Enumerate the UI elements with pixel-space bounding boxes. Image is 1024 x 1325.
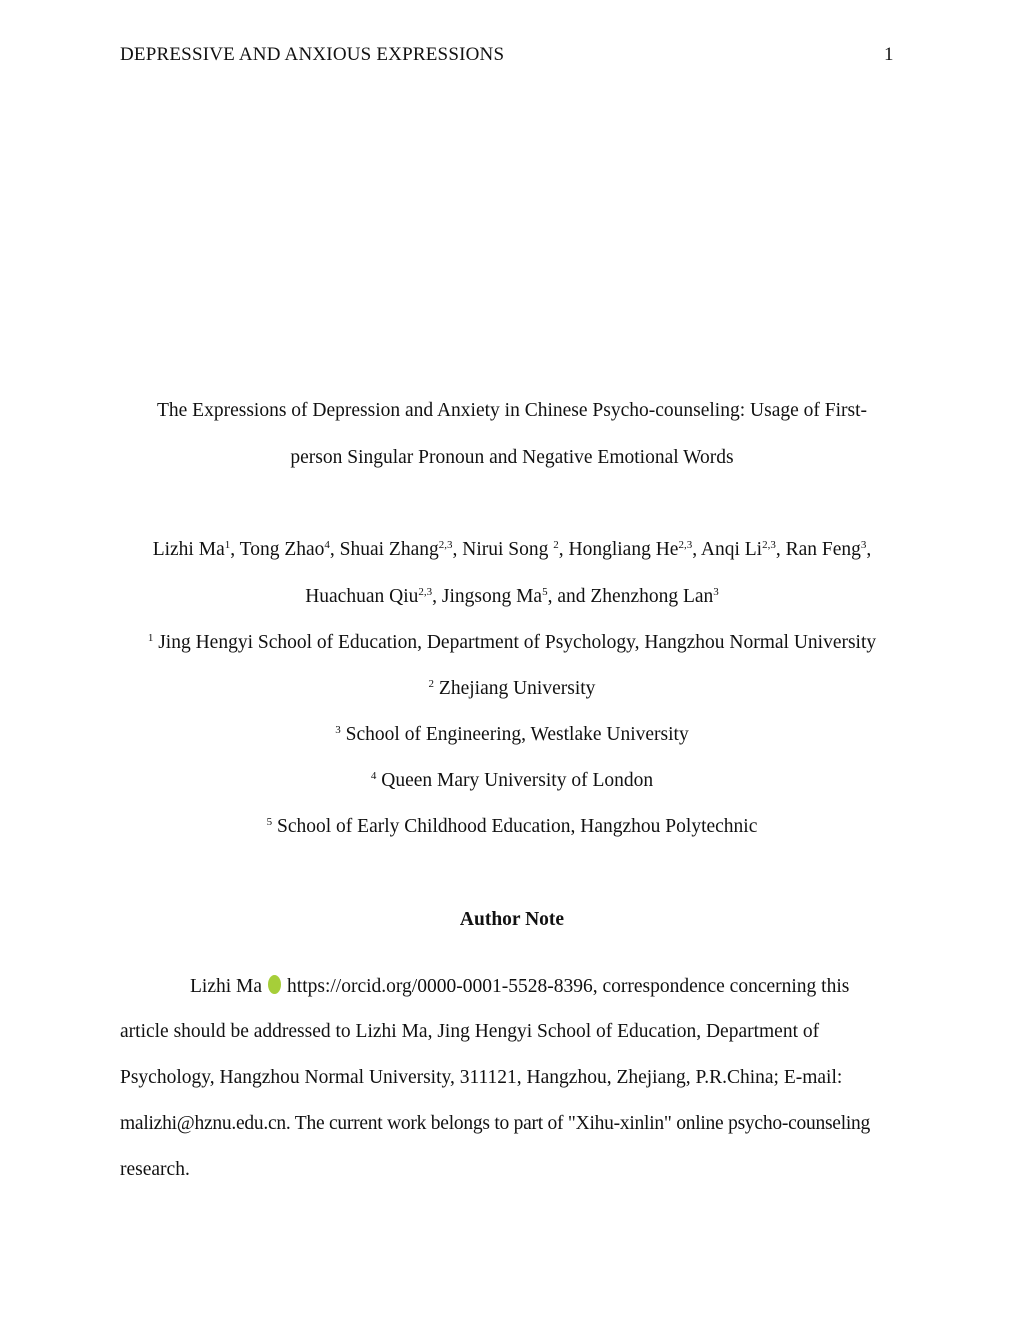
author-affiliation-marker: 4 [324,539,330,551]
author-note-name: Lizhi Ma [190,976,263,997]
paper-title-line-2: person Singular Pronoun and Negative Emotional Words [290,447,734,468]
author-affiliation-marker: 2,3 [418,586,433,598]
author-name: Anqi Li [700,539,763,560]
affiliation-4 [0,770,1024,792]
author-name: Shuai Zhang [339,539,439,560]
running-head: DEPRESSIVE AND ANXIOUS EXPRESSIONS [120,44,505,65]
author-affiliation-marker: 5 [542,586,548,598]
affiliation-number: 3 [335,724,341,736]
author-note-line-3: Psychology, Hangzhou Normal University, 311121, Hangzhou, Zhejiang, P.R.China; E-mail: [120,1067,843,1088]
affiliation-5 [0,816,1024,838]
author-name: and Zhenzhong Lan [557,586,714,607]
affiliation-number: 1 [147,632,154,644]
orcid-icon[interactable] [268,975,281,994]
author-affiliation-marker: 2,3 [678,539,693,551]
author-note-line-4: malizhi@hznu.edu.cn. The current work belongs to part of "Xihu-xinlin" online psycho-counseling [120,1113,871,1134]
author-affiliation-marker: 3 [860,539,867,551]
affiliation-text: Jing Hengyi School of Education, Department of Psychology, Hangzhou Normal University [158,632,877,653]
author-note-line-2: article should be addressed to Lizhi Ma, Jing Hengyi School of Education, Department of [120,1021,820,1042]
orcid-link[interactable]: https://orcid.org/0000-0001-5528-8396, correspondence concerning this [287,976,850,997]
affiliation-text: Queen Mary University of London [381,770,654,791]
affiliation-text: School of Early Childhood Education, Hangzhou Polytechnic [277,816,758,837]
author-affiliation-marker: 1 [224,539,231,551]
author-name: Tong Zhao [239,539,325,560]
affiliation-number: 5 [266,816,273,828]
author-affiliation-marker: 2,3 [762,539,776,551]
page-number: 1 [884,44,894,65]
affiliation-number: 2 [428,678,435,690]
affiliation-text: Zhejiang University [438,678,596,699]
author-affiliation-marker: 3 [713,586,719,598]
author-name: Huachuan Qiu [305,586,419,607]
author-affiliation-marker: 2,3 [438,539,453,551]
author-name: Nirui Song [462,539,554,560]
author-affiliation-marker: 2 [553,539,559,551]
affiliation-1 [0,632,1024,654]
affiliation-3 [0,724,1024,746]
affiliation-2 [0,678,1024,700]
author-name: Ran Feng [785,539,861,560]
author-list-line-1: Lizhi Ma$^1$, Tong Zhao$^4$, Shuai Zhang$^{2,3}$, Nirui Song $^2$, Hongliang He$^{2,3}$, Anqi Li$^{2,3}$, Ran Feng$^3$, [152,539,872,560]
author-name: Jingsong Ma [441,586,543,607]
author-name: Lizhi Ma [152,539,225,560]
author-list-line-2: Huachuan Qiu$^{2,3}$, Jingsong Ma$^5$, and Zhenzhong Lan$^3$ [305,586,719,607]
author-note-heading: Author Note [459,909,565,930]
affiliation-number: 4 [370,770,377,782]
paper-title-line-1: The Expressions of Depression and Anxiety in Chinese Psycho-counseling: Usage of First- [156,400,868,421]
author-note-line-1 [190,975,849,998]
author-name: Hongliang He [568,539,679,560]
author-note-line-5: research. [120,1159,190,1180]
affiliation-text: School of Engineering, Westlake University [345,724,689,745]
